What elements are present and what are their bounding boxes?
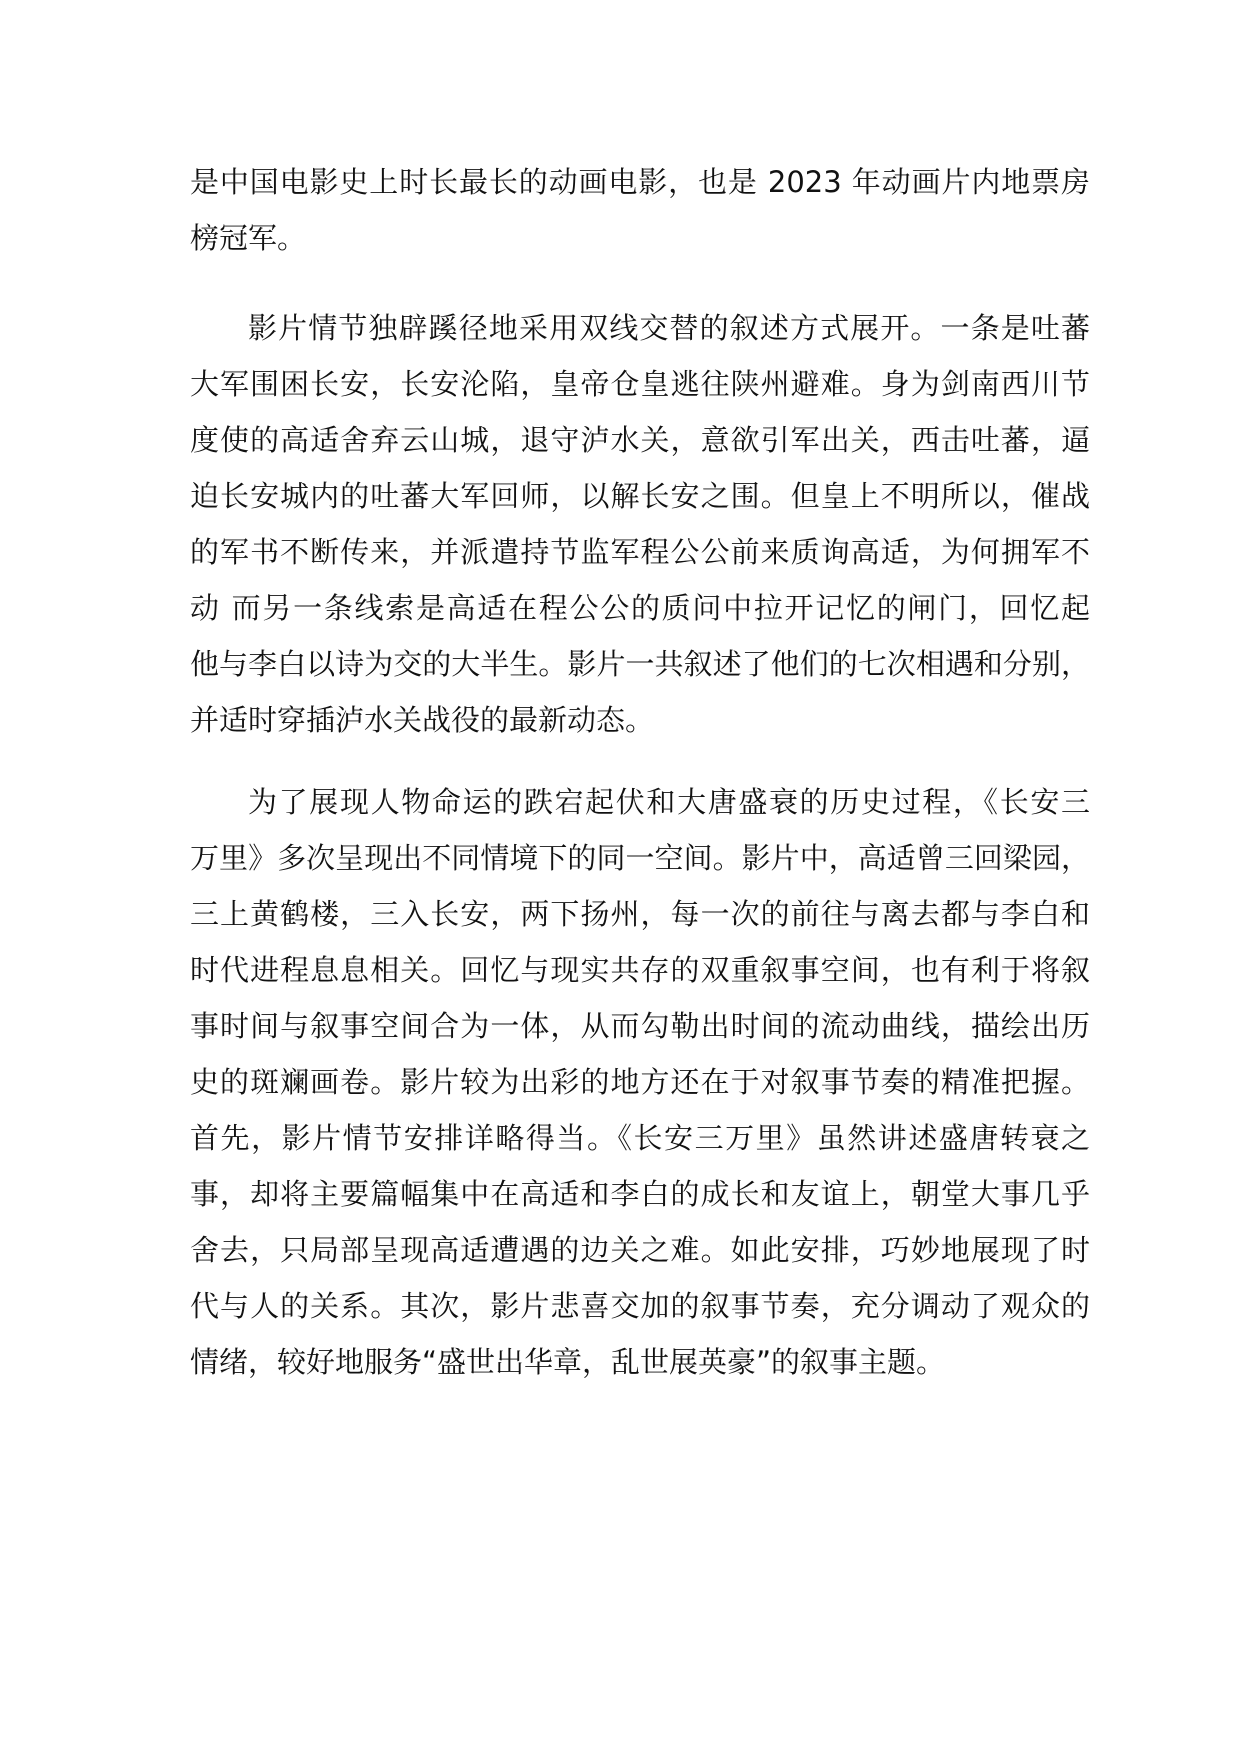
paragraph-line: 度使的高适舍弃云山城，退守泸水关，意欲引军出关，西击吐蕃，逼 xyxy=(190,423,1090,457)
paragraph-3 xyxy=(190,774,1090,1390)
paragraph-line: 三上黄鹤楼，三入长安，两下扬州，每一次的前往与离去都与李白和 xyxy=(190,897,1090,931)
paragraph-line: 迫长安城内的吐蕃大军回师，以解长安之围。但皇上不明所以，催战 xyxy=(190,479,1090,513)
paragraph-line: 情绪，较好地服务“盛世出华章，乱世展英豪”的叙事主题。 xyxy=(190,1345,946,1379)
paragraph-line: 榜冠军。 xyxy=(190,221,307,255)
paragraph-2 xyxy=(190,300,1090,748)
paragraph-line: 事时间与叙事空间合为一体，从而勾勒出时间的流动曲线，描绘出历 xyxy=(190,1009,1090,1043)
paragraph-line: 事，却将主要篇幅集中在高适和李白的成长和友谊上，朝堂大事几乎 xyxy=(190,1177,1090,1211)
paragraph-line: 影片情节独辟蹊径地采用双线交替的叙述方式展开。一条是吐蕃 xyxy=(248,311,1090,345)
paragraph-line: 他与李白以诗为交的大半生。影片一共叙述了他们的七次相遇和分别， xyxy=(190,647,1090,681)
paragraph-line: 的军书不断传来，并派遣持节监军程公公前来质询高适，为何拥军不 xyxy=(190,535,1090,569)
paragraph-line: 为了展现人物命运的跌宕起伏和大唐盛衰的历史过程，《长安三 xyxy=(248,785,1090,819)
paragraph-line: 大军围困长安，长安沦陷，皇帝仓皇逃往陕州避难。身为剑南西川节 xyxy=(190,367,1090,401)
paragraph-line: 史的斑斓画卷。影片较为出彩的地方还在于对叙事节奏的精准把握。 xyxy=(190,1065,1090,1099)
paragraph-1 xyxy=(190,154,1090,266)
paragraph-line: 代与人的关系。其次，影片悲喜交加的叙事节奏，充分调动了观众的 xyxy=(190,1289,1090,1323)
paragraph-line: 是中国电影史上时长最长的动画电影，也是 2023 年动画片内地票房 xyxy=(190,165,1090,199)
paragraph-line: 并适时穿插泸水关战役的最新动态。 xyxy=(190,703,655,737)
paragraph-line: 时代进程息息相关。回忆与现实共存的双重叙事空间，也有利于将叙 xyxy=(190,953,1090,987)
paragraph-line: 万里》多次呈现出不同情境下的同一空间。影片中，高适曾三回梁园， xyxy=(190,841,1090,875)
paragraph-line: 动 而另一条线索是高适在程公公的质问中拉开记忆的闸门，回忆起 xyxy=(190,591,1090,625)
paragraph-line: 首先，影片情节安排详略得当。《长安三万里》虽然讲述盛唐转衰之 xyxy=(190,1121,1090,1155)
paragraph-line: 舍去，只局部呈现高适遭遇的边关之难。如此安排，巧妙地展现了时 xyxy=(190,1233,1090,1267)
